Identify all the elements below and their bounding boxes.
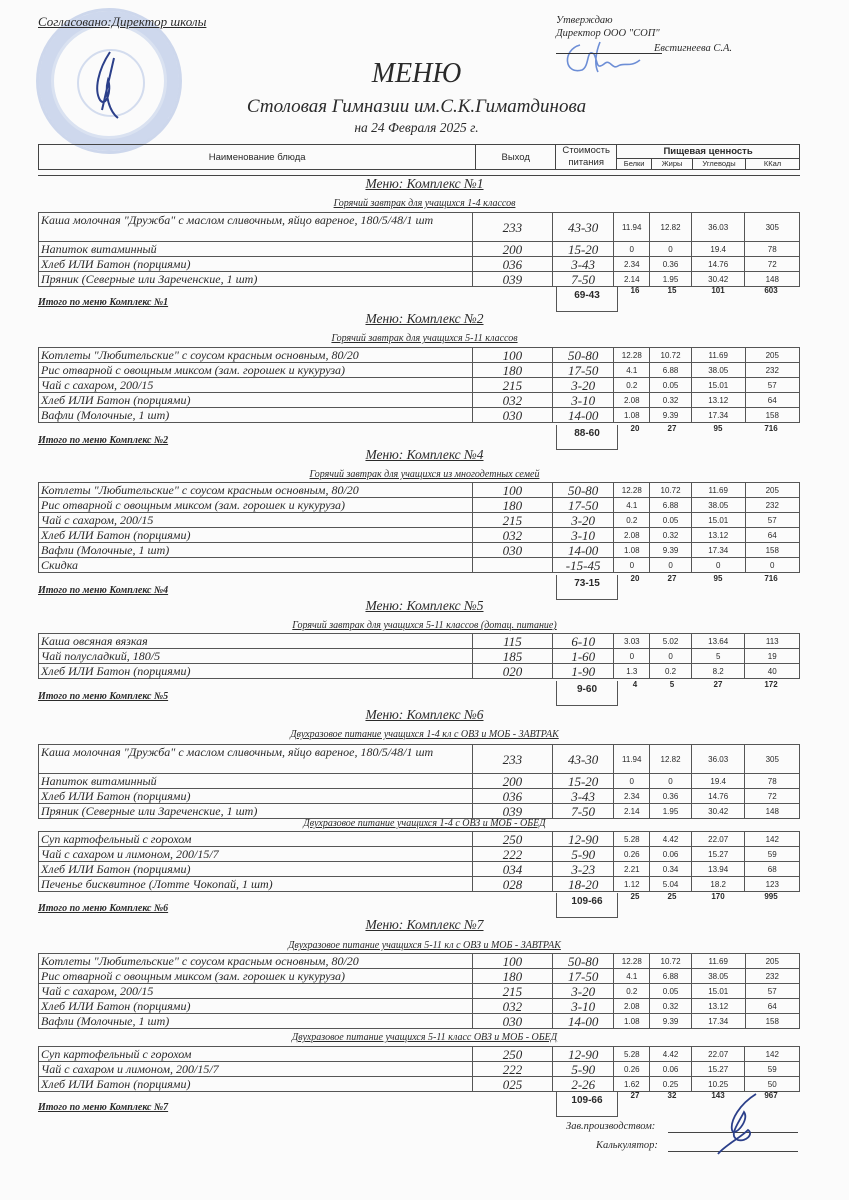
table-row: Напиток витаминный 200 15-20 0 0 19.4 78 [39,242,800,257]
page-title: МЕНЮ [371,58,462,89]
table-row: Хлеб ИЛИ Батон (порциями) 020 1-90 1.3 0.2 8.2 40 [39,664,800,679]
table-row: Чай с сахаром и лимоном, 200/15/7 222 5-90 0.26 0.06 15.27 59 [39,847,800,862]
table-row: Котлеты "Любительские" с соусом красным основным, 80/20 100 50-80 12.28 10.72 11.69 205 [39,348,800,363]
table-row: Котлеты "Любительские" с соусом красным основным, 80/20 100 50-80 12.28 10.72 11.69 205 [39,483,800,498]
table-row: Чай с сахаром, 200/15 215 3-20 0.2 0.05 15.01 57 [39,378,800,393]
table-row: Чай с сахаром и лимоном, 200/15/7 222 5-90 0.26 0.06 15.27 59 [39,1062,800,1077]
complex-1-table [38,212,800,287]
complex-title: Меню: Комплекс №1 [365,176,484,191]
table-row: Хлеб ИЛИ Батон (порциями) 032 3-10 2.08 0.32 13.12 64 [39,528,800,543]
table-row: Хлеб ИЛИ Батон (порциями) 036 3-43 2.34 0.36 14.76 72 [39,257,800,272]
table-row: Скидка -15-45 0 0 0 0 [39,558,800,573]
col-nutrition: Пищевая ценность [617,145,800,159]
table-row: Хлеб ИЛИ Батон (порциями) 025 2-26 1.62 0.25 10.25 50 [39,1077,800,1092]
table-row: Чай полусладкий, 180/5 185 1-60 0 0 5 19 [39,649,800,664]
complex-title: Меню: Комплекс №5 [365,598,484,613]
approval-block [556,14,732,54]
table-row: Напиток витаминный 200 15-20 0 0 19.4 78 [39,774,800,789]
col-fats: Жиры [652,158,693,169]
table-row: Печенье бисквитное (Лотте Чокопай, 1 шт) 028 18-20 1.12 5.04 18.2 123 [39,877,800,892]
complex-4-table [38,482,800,573]
menu-date: на 24 Февраля 2025 г. [354,120,479,135]
group-subtitle: Двухразовое питание учащихся 5-11 класс ОВЗ и МОБ - ОБЕД [291,1032,558,1043]
calculator-signature-icon [710,1090,770,1156]
complex-total: Итого по меню Комплекс №6 109-66 25 25 170 995 [38,893,800,917]
table-row: Чай с сахаром, 200/15 215 3-20 0.2 0.05 15.01 57 [39,984,800,999]
group-subtitle: Двухразовое питание учащихся 1-4 кл с ОВЗ и МОБ - ЗАВТРАК [290,729,559,740]
complex-title: Меню: Комплекс №6 [365,707,484,722]
approver-name: Евстигнеева С.А. [654,43,732,54]
production-head-label: Зав.производством: [566,1121,656,1132]
complex-7-breakfast-table [38,953,800,1029]
complex-5-table [38,633,800,679]
col-proteins: Белки [617,158,652,169]
complex-title: Меню: Комплекс №7 [365,917,484,932]
calculator-label: Калькулятор: [596,1140,658,1151]
group-subtitle: Двухразовое питание учащихся 1-4 с ОВЗ и МОБ - ОБЕД [303,818,546,829]
signature-line [556,53,662,54]
page-subtitle: Столовая Гимназии им.С.К.Гиматдинова [246,96,587,117]
table-row: Котлеты "Любительские" с соусом красным основным, 80/20 100 50-80 12.28 10.72 11.69 205 [39,954,800,969]
table-row: Рис отварной с овощным миксом (зам. горошек и кукуруза) 180 17-50 4.1 6.88 38.05 232 [39,363,800,378]
table-row: Хлеб ИЛИ Батон (порциями) 034 3-23 2.21 0.34 13.94 68 [39,862,800,877]
complex-2-table [38,347,800,423]
table-row: Хлеб ИЛИ Батон (порциями) 032 3-10 2.08 0.32 13.12 64 [39,999,800,1014]
col-kcal: ККал [746,158,800,169]
table-row: Суп картофельный с горохом 250 12-90 5.28 4.42 22.07 142 [39,832,800,847]
complex-title: Меню: Комплекс №2 [365,311,484,326]
group-subtitle: Горячий завтрак для учащихся 5-11 классов [331,333,518,344]
group-subtitle: Двухразовое питание учащихся 5-11 кл с ОВЗ и МОБ - ЗАВТРАК [288,940,561,951]
table-row: Каша овсяная вязкая 115 6-10 3.03 5.02 13.64 113 [39,634,800,649]
complex-total: Итого по меню Комплекс №7 109-66 27 32 143 967 [38,1092,800,1116]
table-row: Вафли (Молочные, 1 шт) 030 14-00 1.08 9.39 17.34 158 [39,543,800,558]
col-carbs: Углеводы [693,158,746,169]
table-row: Рис отварной с овощным миксом (зам. горошек и кукуруза) 180 17-50 4.1 6.88 38.05 232 [39,969,800,984]
approve-label: Утверждаю [556,15,613,26]
table-row: Рис отварной с овощным миксом (зам. горошек и кукуруза) 180 17-50 4.1 6.88 38.05 232 [39,498,800,513]
complex-7-lunch-table [38,1046,800,1092]
table-row: Пряник (Северные или Зареченские, 1 шт) 039 7-50 2.14 1.95 30.42 148 [39,272,800,287]
complex-6-breakfast-table [38,744,800,819]
col-cost: Стоимость питания [556,145,617,170]
complex-total: Итого по меню Комплекс №4 73-15 20 27 95 716 [38,575,800,599]
table-row: Хлеб ИЛИ Батон (порциями) 036 3-43 2.34 0.36 14.76 72 [39,789,800,804]
complex-title: Меню: Комплекс №4 [365,447,484,462]
table-row: Вафли (Молочные, 1 шт) 030 14-00 1.08 9.39 17.34 158 [39,1014,800,1029]
group-subtitle: Горячий завтрак для учащихся 5-11 классов (дотац. питание) [292,620,557,631]
complex-total: Итого по меню Комплекс №2 88-60 20 27 95 716 [38,425,800,449]
table-row: Вафли (Молочные, 1 шт) 030 14-00 1.08 9.39 17.34 158 [39,408,800,423]
table-row: Суп картофельный с горохом 250 12-90 5.28 4.42 22.07 142 [39,1047,800,1062]
col-output: Выход [476,145,556,170]
agreed-label: Согласовано:Директор школы [38,14,207,29]
complex-6-lunch-table [38,831,800,892]
column-header-table [38,144,800,170]
table-row: Каша молочная "Дружба" с маслом сливочным, яйцо вареное, 180/5/48/1 шт 233 43-30 11.94 12.82 36.03 305 [39,745,800,774]
col-name: Наименование блюда [39,145,476,170]
approver-position: Директор ООО "СОП" [556,28,660,39]
table-row: Пряник (Северные или Зареченские, 1 шт) 039 7-50 2.14 1.95 30.42 148 [39,804,800,819]
complex-total: Итого по меню Комплекс №5 9-60 4 5 27 172 [38,681,800,705]
group-subtitle: Горячий завтрак для учащихся из многодетных семей [309,469,540,480]
complex-total: Итого по меню Комплекс №1 69-43 16 15 101 603 [38,287,800,311]
group-subtitle: Горячий завтрак для учащихся 1-4 классов [333,198,516,209]
table-row: Каша молочная "Дружба" с маслом сливочным, яйцо вареное, 180/5/48/1 шт 233 43-30 11.94 12.82 36.03 305 [39,213,800,242]
table-row: Чай с сахаром, 200/15 215 3-20 0.2 0.05 15.01 57 [39,513,800,528]
table-row: Хлеб ИЛИ Батон (порциями) 032 3-10 2.08 0.32 13.12 64 [39,393,800,408]
